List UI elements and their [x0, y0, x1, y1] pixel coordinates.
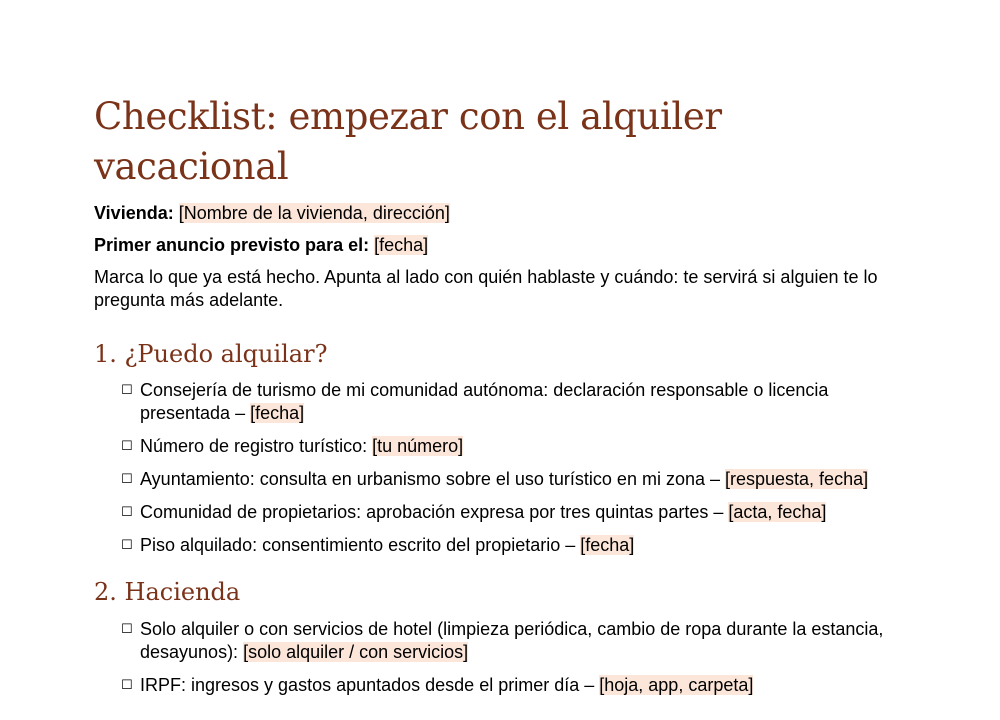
checklist [94, 618, 901, 697]
checklist-item [121, 435, 901, 458]
checkbox-icon[interactable]: ☐ [121, 622, 133, 637]
checkbox-icon[interactable]: ☐ [121, 678, 133, 693]
checkbox-icon[interactable]: ☐ [121, 538, 133, 553]
field-vivienda [94, 202, 914, 225]
checkbox-icon[interactable]: ☐ [121, 472, 133, 487]
checklist-item [121, 618, 901, 664]
intro-paragraph: Marca lo que ya está hecho. Apunta al lado con quién hablaste y cuándo: te servirá si alguien te lo pregunta más adelante. [94, 267, 878, 310]
field-primer-anuncio [94, 234, 914, 257]
checklist-item [121, 674, 901, 697]
placeholder-field[interactable]: [respuesta, fecha] [725, 469, 869, 489]
checklist-item [121, 534, 901, 557]
checkbox-icon[interactable]: ☐ [121, 383, 133, 398]
placeholder-field[interactable]: [fecha] [250, 403, 305, 423]
item-text: Número de registro turístico: [140, 436, 373, 456]
placeholder-field[interactable]: [Nombre de la vivienda, dirección] [178, 203, 450, 223]
item-text: Ayuntamiento: consulta en urbanismo sobre el uso turístico en mi zona – [140, 469, 725, 489]
section-heading: 1. ¿Puedo alquilar? [94, 340, 328, 368]
section-heading: 2. Hacienda [94, 578, 241, 606]
item-text: Consejería de turismo de mi comunidad autónoma: declaración responsable o licencia presentada – [140, 380, 829, 423]
field-label: Primer anuncio previsto para el: [94, 235, 370, 255]
document-title: Checklist: empezar con el alquiler vacacional [94, 95, 722, 188]
item-text: Comunidad de propietarios: aprobación expresa por tres quintas partes – [140, 502, 729, 522]
placeholder-field[interactable]: [acta, fecha] [728, 502, 827, 522]
field-label: Vivienda: [94, 203, 174, 223]
item-text: Solo alquiler o con servicios de hotel (limpieza periódica, cambio de ropa durante la estancia, desayunos): [140, 619, 884, 662]
placeholder-field[interactable]: [tu número] [372, 436, 464, 456]
placeholder-field[interactable]: [fecha] [580, 535, 635, 555]
placeholder-field[interactable]: [hoja, app, carpeta] [599, 675, 754, 695]
checklist-item [121, 501, 901, 524]
checkbox-icon[interactable]: ☐ [121, 505, 133, 520]
checklist [94, 379, 901, 557]
item-text: Piso alquilado: consentimiento escrito del propietario – [140, 535, 581, 555]
placeholder-field[interactable]: [fecha] [374, 235, 429, 255]
checklist-item [121, 468, 901, 491]
placeholder-field[interactable]: [solo alquiler / con servicios] [243, 642, 469, 662]
document-page [94, 92, 914, 707]
checkbox-icon[interactable]: ☐ [121, 439, 133, 454]
checklist-item [121, 379, 901, 425]
item-text: IRPF: ingresos y gastos apuntados desde el primer día – [140, 675, 600, 695]
